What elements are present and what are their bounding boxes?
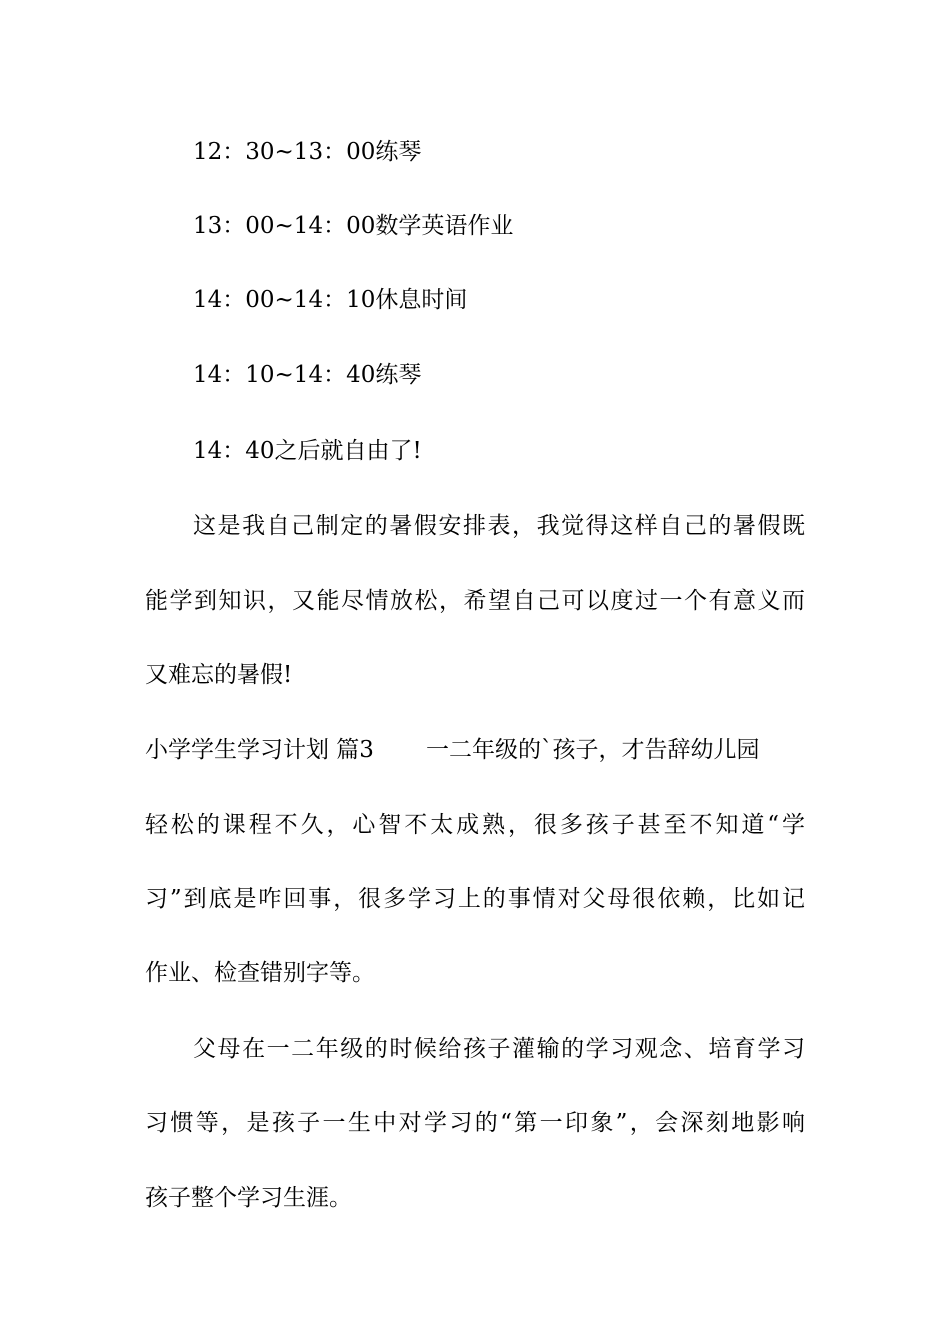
schedule-line-2: 13：00~14：00数学英语作业: [193, 213, 514, 239]
section-line-4: 作业、检查错别字等。: [145, 960, 375, 986]
section-heading: 小学学生学习计划 篇3: [145, 737, 374, 763]
schedule-line-1: 12：30~13：00练琴: [193, 139, 422, 165]
schedule-line-4: 14：10~14：40练琴: [193, 362, 422, 388]
paragraph-3-line-2: 习惯等，是孩子一生中对学习的“第一印象”，会深刻地影响: [145, 1110, 805, 1136]
section-line-3: 习”到底是咋回事，很多学习上的事情对父母很依赖，比如记: [145, 886, 805, 912]
section-line-1-text: 一二年级的`孩子，才告辞幼儿园: [425, 737, 760, 763]
schedule-line-5: 14：40之后就自由了!: [193, 438, 422, 464]
paragraph-1-line-1: 这是我自己制定的暑假安排表，我觉得这样自己的暑假既: [193, 513, 805, 539]
section-line-2: 轻松的课程不久，心智不太成熟，很多孩子甚至不知道“学: [145, 812, 805, 838]
paragraph-1-line-3: 又难忘的暑假!: [145, 662, 293, 688]
paragraph-3-line-1: 父母在一二年级的时候给孩子灌输的学习观念、培育学习: [193, 1036, 805, 1062]
schedule-line-3: 14：00~14：10休息时间: [193, 287, 468, 313]
paragraph-1-line-2: 能学到知识，又能尽情放松，希望自己可以度过一个有意义而: [145, 588, 805, 614]
section-heading-line: [145, 735, 805, 765]
paragraph-3-line-3: 孩子整个学习生涯。: [145, 1185, 352, 1211]
